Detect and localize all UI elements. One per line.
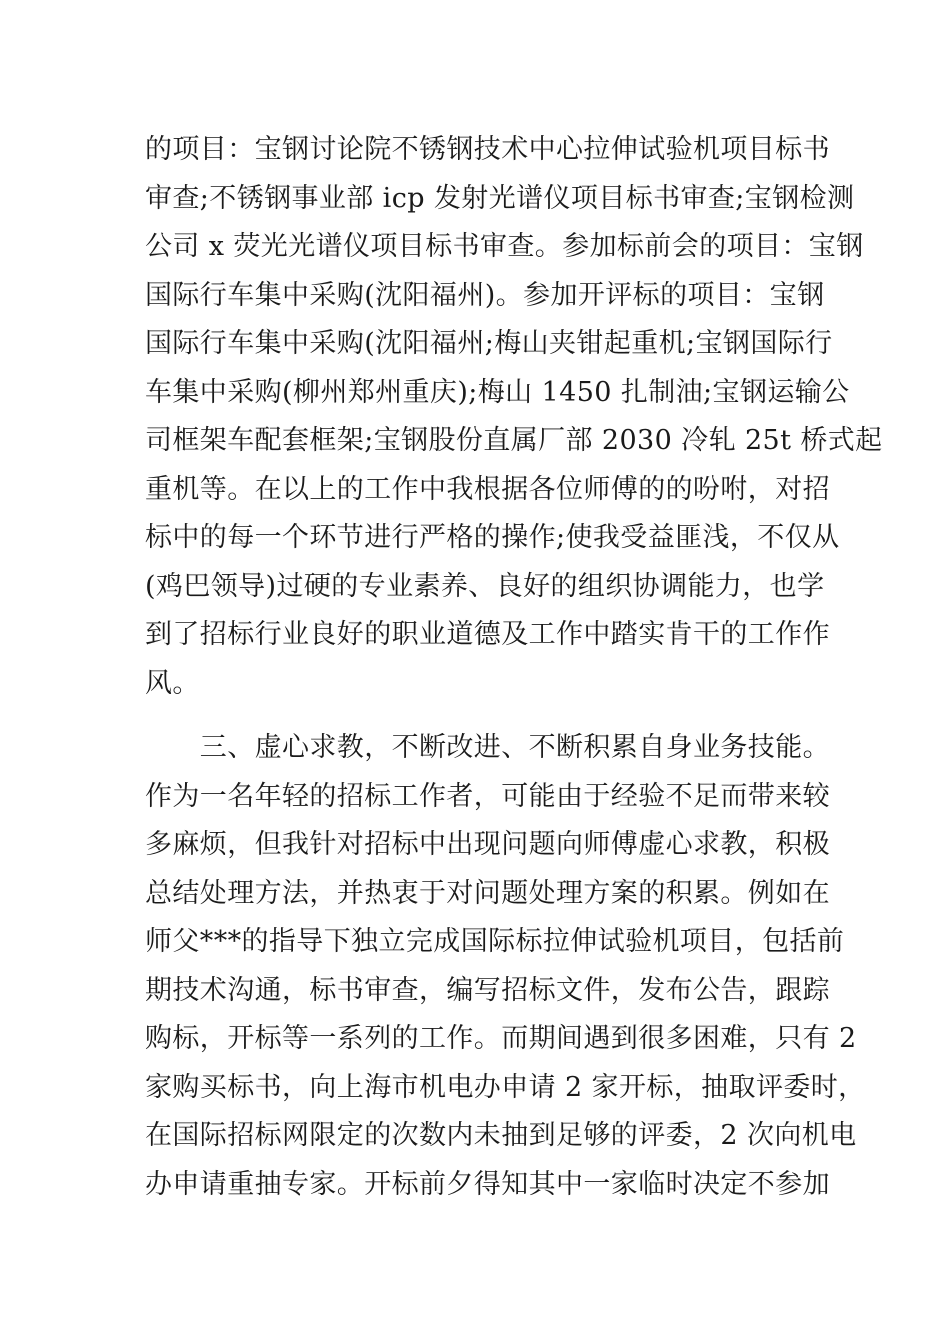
paragraph-line: 总结处理方法，并热衷于对问题处理方案的积累。例如在 bbox=[145, 877, 830, 909]
paragraph-line: 车集中采购(柳州郑州重庆);梅山 1450 扎制油;宝钢运输公 bbox=[145, 376, 850, 408]
paragraph-1 bbox=[145, 126, 883, 708]
paragraph-line: 购标，开标等一系列的工作。而期间遇到很多困难，只有 2 bbox=[145, 1023, 857, 1054]
paragraph-line: 的项目：宝钢讨论院不锈钢技术中心拉伸试验机项目标书 bbox=[145, 134, 830, 165]
paragraph-line: 家购买标书，向上海市机电办申请 2 家开标，抽取评委时， bbox=[145, 1071, 866, 1103]
paragraph-line: 多麻烦，但我针对招标中出现问题向师傅虚心求教，积极 bbox=[145, 829, 830, 860]
paragraph-line: 风。 bbox=[145, 667, 200, 699]
paragraph-line: 标中的每一个环节进行严格的操作;使我受益匪浅，不仅从 bbox=[145, 522, 840, 553]
paragraph-line: (鸡巴领导)过硬的专业素养、良好的组织协调能力，也学 bbox=[145, 570, 825, 602]
paragraph-2 bbox=[145, 724, 866, 1209]
paragraph-line: 作为一名年轻的招标工作者，可能由于经验不足而带来较 bbox=[145, 780, 830, 812]
paragraph-line: 审查;不锈钢事业部 icp 发射光谱仪项目标书审查;宝钢检测 bbox=[145, 182, 855, 214]
paragraph-line: 重机等。在以上的工作中我根据各位师傅的的吩咐，对招 bbox=[145, 473, 830, 505]
paragraph-line: 国际行车集中采购(沈阳福州)。参加开评标的项目：宝钢 bbox=[145, 279, 825, 311]
paragraph-line: 到了招标行业良好的职业道德及工作中踏实肯干的工作作 bbox=[145, 619, 830, 650]
paragraph-line: 办申请重抽专家。开标前夕得知其中一家临时决定不参加 bbox=[145, 1168, 830, 1200]
paragraph-line: 期技术沟通，标书审查，编写招标文件，发布公告，跟踪 bbox=[145, 974, 830, 1006]
section-heading-line: 三、虚心求教，不断改进、不断积累自身业务技能。 bbox=[145, 732, 830, 763]
paragraph-line: 国际行车集中采购(沈阳福州;梅山夹钳起重机;宝钢国际行 bbox=[145, 328, 833, 359]
paragraph-line: 司框架车配套框架;宝钢股份直属厂部 2030 冷轧 25t 桥式起 bbox=[145, 425, 883, 456]
paragraph-line: 师父***的指导下独立完成国际标拉伸试验机项目，包括前 bbox=[145, 926, 845, 957]
paragraph-line: 公司 x 荧光光谱仪项目标书审查。参加标前会的项目：宝钢 bbox=[145, 231, 864, 262]
paragraph-line: 在国际招标网限定的次数内未抽到足够的评委，2 次向机电 bbox=[145, 1120, 857, 1151]
